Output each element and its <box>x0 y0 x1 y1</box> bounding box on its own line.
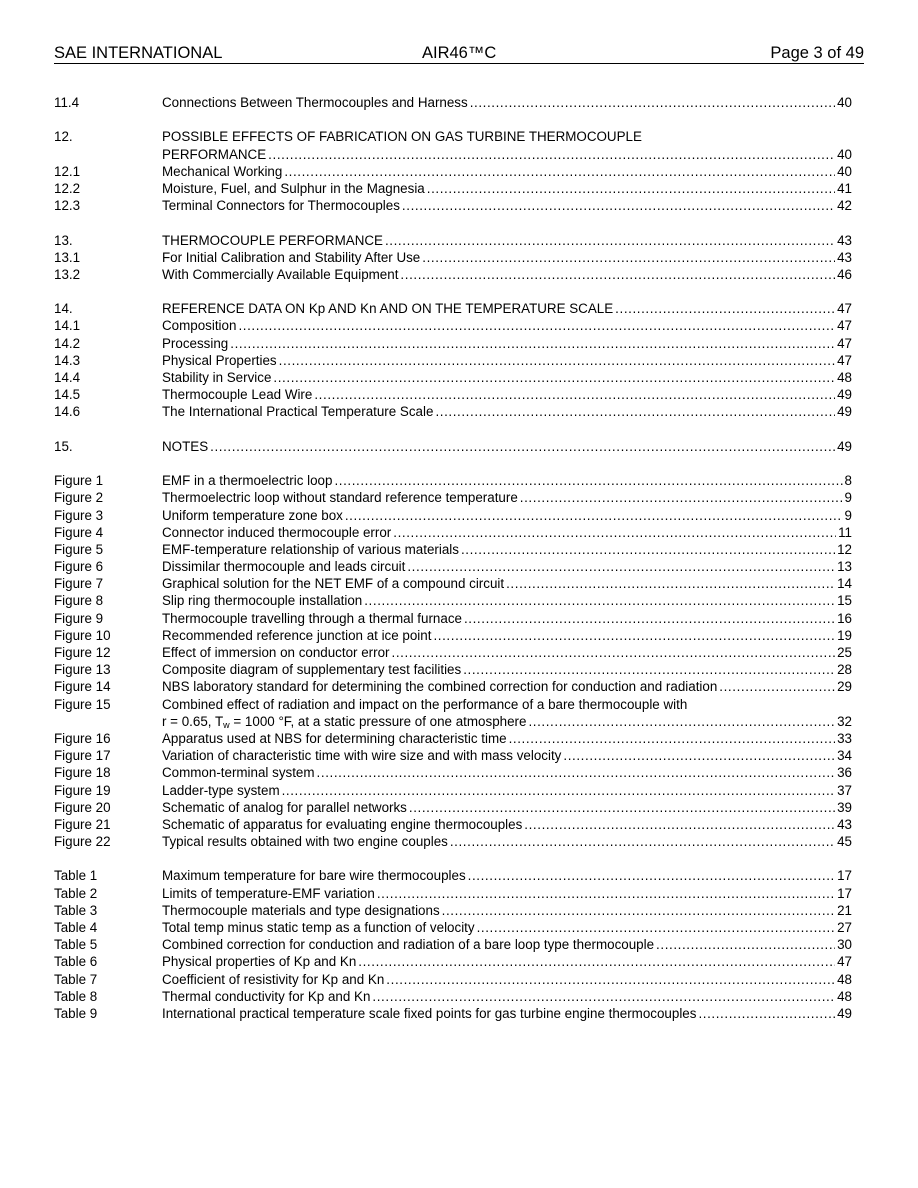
toc-page: 40 <box>837 95 852 110</box>
toc-entry-12-3 <box>54 197 852 214</box>
toc-title-part: = 1000 °F, at a static pressure of one atmosphere <box>229 713 527 729</box>
toc-page: 43 <box>837 816 852 832</box>
dot-leader <box>230 335 835 352</box>
dot-leader <box>400 266 835 283</box>
dot-leader <box>407 558 835 575</box>
dot-leader <box>364 592 835 609</box>
dot-leader <box>279 352 835 369</box>
toc-table-2 <box>54 885 852 902</box>
toc-page: 48 <box>837 370 852 385</box>
dot-leader <box>386 971 835 988</box>
dot-leader <box>442 902 835 919</box>
toc-figure-15-line1 <box>54 696 852 713</box>
toc-number: Table 6 <box>54 954 98 970</box>
toc-page: 11 <box>838 524 852 540</box>
toc-title: Variation of characteristic time with wire size and with mass velocity <box>162 748 562 764</box>
dot-leader <box>615 300 835 317</box>
dot-leader <box>468 867 835 884</box>
toc-number: Table 9 <box>54 1005 98 1021</box>
toc-figure-22 <box>54 833 852 850</box>
toc-number: 15. <box>54 438 73 454</box>
toc-number: Figure 4 <box>54 524 104 540</box>
toc-page: 25 <box>837 645 852 660</box>
toc-table-3 <box>54 902 852 919</box>
toc-title: Physical Properties <box>162 352 277 368</box>
toc-page: 49 <box>837 404 852 420</box>
toc-page: 13 <box>837 559 852 575</box>
toc-number: Figure 17 <box>54 748 111 764</box>
toc-page: 46 <box>837 266 852 282</box>
dot-leader <box>528 713 835 730</box>
toc-number: Figure 9 <box>54 610 104 626</box>
toc-table-1 <box>54 867 852 884</box>
toc-number: Table 1 <box>54 868 98 884</box>
toc-title: Thermal conductivity for Kp and Kn <box>162 988 371 1004</box>
dot-leader <box>427 180 835 197</box>
toc-number: 14.1 <box>54 318 81 334</box>
toc-page: 40 <box>837 163 852 179</box>
toc-figure-6 <box>54 558 852 575</box>
toc-number: 12.3 <box>54 198 81 214</box>
toc-number: 14. <box>54 301 73 317</box>
dot-leader <box>433 627 835 644</box>
toc-number: Figure 10 <box>54 627 111 643</box>
dot-leader <box>464 610 835 627</box>
toc-entry-13-2 <box>54 266 852 283</box>
toc-page: 45 <box>837 834 852 850</box>
toc-title: Dissimilar thermocouple and leads circuit <box>162 559 406 575</box>
dot-leader <box>435 403 835 420</box>
toc-entry-14-6 <box>54 403 852 420</box>
dot-leader <box>520 489 843 506</box>
toc-title: NBS laboratory standard for determining the combined correction for conduction and radiation <box>162 679 718 695</box>
toc-title: THERMOCOUPLE PERFORMANCE <box>162 232 383 248</box>
toc-title: Apparatus used at NBS for determining characteristic time <box>162 730 507 746</box>
toc-page: 42 <box>837 198 852 214</box>
toc-title: Ladder-type system <box>162 782 280 798</box>
toc-title: Processing <box>162 335 229 351</box>
toc-page: 49 <box>837 438 852 454</box>
toc-number: Figure 12 <box>54 645 111 660</box>
toc-title: Moisture, Fuel, and Sulphur in the Magnesia <box>162 180 425 196</box>
toc-page: 17 <box>837 868 852 884</box>
toc-number: 14.6 <box>54 404 81 420</box>
dot-leader <box>461 541 835 558</box>
dot-leader <box>385 232 835 249</box>
toc-figure-16 <box>54 730 852 747</box>
toc-number: Figure 15 <box>54 696 111 712</box>
toc-number: Figure 14 <box>54 679 111 695</box>
toc-title: Composite diagram of supplementary test facilities <box>162 662 462 678</box>
toc-page: 43 <box>837 232 852 248</box>
toc-title-subscript: w <box>223 719 230 730</box>
toc-number: 14.4 <box>54 370 81 385</box>
toc-entry-15 <box>54 438 852 455</box>
header-organization: SAE INTERNATIONAL <box>54 44 223 62</box>
toc-page: 29 <box>837 679 852 695</box>
toc-title: Schematic of analog for parallel networks <box>162 799 407 815</box>
toc-title: Mechanical Working <box>162 163 283 179</box>
toc-page: 49 <box>837 1005 852 1021</box>
toc-page: 12 <box>837 541 852 557</box>
toc-number: Figure 5 <box>54 541 104 557</box>
dot-leader <box>477 919 836 936</box>
toc-figure-21 <box>54 816 852 833</box>
toc-number: Figure 16 <box>54 730 111 746</box>
toc-number: Figure 22 <box>54 834 111 850</box>
toc-number: 13.1 <box>54 249 81 265</box>
toc-title: Coefficient of resistivity for Kp and Kn <box>162 971 385 987</box>
toc-page: 15 <box>837 593 852 609</box>
toc-table-8 <box>54 988 852 1005</box>
toc-figure-14 <box>54 678 852 695</box>
dot-leader <box>656 936 835 953</box>
toc-title: PERFORMANCE <box>162 146 267 162</box>
toc-page: 30 <box>837 937 852 953</box>
toc-title: EMF-temperature relationship of various materials <box>162 541 459 557</box>
toc-table-7 <box>54 971 852 988</box>
toc-page: 40 <box>837 146 852 162</box>
toc-number: 12.2 <box>54 180 81 196</box>
toc-figure-13 <box>54 661 852 678</box>
dot-leader <box>210 438 835 455</box>
toc-page: 34 <box>837 748 852 764</box>
toc-title: Uniform temperature zone box <box>162 507 343 523</box>
toc-page: 9 <box>844 490 852 506</box>
dot-leader <box>524 816 835 833</box>
toc-entry-14-2 <box>54 335 852 352</box>
toc-title: Connector induced thermocouple error <box>162 524 392 540</box>
toc-title: International practical temperature scale fixed points for gas turbine engine thermocouples <box>162 1005 697 1021</box>
dot-leader <box>334 472 842 489</box>
toc-entry-12 <box>54 146 852 163</box>
toc-title: NOTES <box>162 438 209 454</box>
toc-page: 9 <box>844 507 852 523</box>
toc-number: Figure 18 <box>54 765 111 781</box>
dot-leader <box>282 782 836 799</box>
toc-number: Table 5 <box>54 937 98 953</box>
toc-figure-1 <box>54 472 852 489</box>
dot-leader <box>284 163 835 180</box>
toc-title: Composition <box>162 318 237 334</box>
dot-leader <box>273 369 835 386</box>
toc-number: 12.1 <box>54 163 81 179</box>
toc-figure-8 <box>54 592 852 609</box>
toc-number: Figure 6 <box>54 559 104 575</box>
toc-figure-2 <box>54 489 852 506</box>
toc-page: 47 <box>837 318 852 334</box>
toc-title: Thermocouple travelling through a thermal furnace <box>162 610 462 626</box>
toc-figure-19 <box>54 782 852 799</box>
toc-number: Table 7 <box>54 971 98 987</box>
toc-entry-13-1 <box>54 249 852 266</box>
toc-title: Graphical solution for the NET EMF of a compound circuit <box>162 576 505 592</box>
toc-page: 32 <box>837 713 852 729</box>
toc-title: Slip ring thermocouple installation <box>162 593 363 609</box>
dot-leader <box>470 94 835 111</box>
toc-page: 47 <box>837 335 852 351</box>
header-page-number: Page 3 of 49 <box>770 44 864 62</box>
toc-number: 14.2 <box>54 335 81 351</box>
toc-page: 21 <box>837 902 852 918</box>
dot-leader <box>506 575 835 592</box>
toc-figure-15 <box>54 713 852 730</box>
dot-leader <box>393 524 836 541</box>
toc-entry-14-5 <box>54 386 852 403</box>
toc-page: 28 <box>837 662 852 678</box>
toc-page: 48 <box>837 971 852 987</box>
toc-title-line1: Combined effect of radiation and impact on the performance of a bare thermocouple with <box>162 696 688 712</box>
toc-page: 14 <box>837 576 852 592</box>
toc-figure-4 <box>54 524 852 541</box>
toc-number: Table 2 <box>54 885 98 901</box>
dot-leader <box>719 678 835 695</box>
toc-number: 13. <box>54 232 73 248</box>
toc-table-5 <box>54 936 852 953</box>
toc-entry-14-3 <box>54 352 852 369</box>
toc-title: EMF in a thermoelectric loop <box>162 473 333 489</box>
dot-leader <box>268 146 835 163</box>
toc-number: Figure 13 <box>54 662 111 678</box>
toc-entry-14-4 <box>54 369 852 386</box>
toc-number: 14.3 <box>54 352 81 368</box>
toc-number: 11.4 <box>54 95 80 110</box>
toc-page: 39 <box>837 799 852 815</box>
dot-leader <box>377 885 835 902</box>
toc-page: 47 <box>837 352 852 368</box>
dot-leader <box>463 661 835 678</box>
toc-page: 37 <box>837 782 852 798</box>
toc-number: Figure 2 <box>54 490 104 506</box>
toc-title: Combined correction for conduction and radiation of a bare loop type thermocouple <box>162 937 655 953</box>
toc-number: Figure 8 <box>54 593 104 609</box>
dot-leader <box>402 197 835 214</box>
toc-figure-12 <box>54 644 852 661</box>
toc-title: Thermocouple Lead Wire <box>162 387 313 403</box>
dot-leader <box>358 953 835 970</box>
toc-number: 13.2 <box>54 266 81 282</box>
toc-figure-17 <box>54 747 852 764</box>
dot-leader <box>392 644 836 661</box>
table-of-contents <box>54 94 852 1022</box>
toc-figure-3 <box>54 507 852 524</box>
toc-entry-12-2 <box>54 180 852 197</box>
toc-figure-5 <box>54 541 852 558</box>
dot-leader <box>450 833 835 850</box>
toc-number: Figure 7 <box>54 576 104 592</box>
toc-page: 41 <box>837 180 852 196</box>
dot-leader <box>409 799 835 816</box>
toc-figure-9 <box>54 610 852 627</box>
toc-title: With Commercially Available Equipment <box>162 266 399 282</box>
toc-title: Connections Between Thermocouples and Harness <box>162 95 468 110</box>
toc-number: Figure 20 <box>54 799 111 815</box>
toc-page: 33 <box>837 730 852 746</box>
toc-entry-11-4 <box>54 94 852 111</box>
dot-leader <box>238 317 835 334</box>
toc-title: REFERENCE DATA ON Kp AND Kn AND ON THE TEMPERATURE SCALE <box>162 301 614 317</box>
toc-page: 17 <box>837 885 852 901</box>
toc-title: Thermocouple materials and type designations <box>162 902 440 918</box>
dot-leader <box>422 249 835 266</box>
toc-title: Recommended reference junction at ice point <box>162 627 432 643</box>
header-document-id: AIR46™C <box>422 44 497 62</box>
toc-title: Total temp minus static temp as a function of velocity <box>162 920 475 935</box>
toc-page: 19 <box>837 627 852 643</box>
toc-number: Figure 3 <box>54 507 104 523</box>
toc-title: Stability in Service <box>162 370 272 385</box>
toc-title: Thermoelectric loop without standard reference temperature <box>162 490 518 506</box>
toc-entry-12-1 <box>54 163 852 180</box>
toc-title-line1: POSSIBLE EFFECTS OF FABRICATION ON GAS TURBINE THERMOCOUPLE <box>162 129 642 145</box>
toc-entry-12-line1 <box>54 128 852 145</box>
toc-title: Maximum temperature for bare wire thermocouples <box>162 868 466 884</box>
toc-title-part: r = 0.65, T <box>162 713 224 729</box>
toc-page: 48 <box>837 988 852 1004</box>
dot-leader <box>509 730 836 747</box>
dot-leader <box>563 747 835 764</box>
toc-title: Typical results obtained with two engine couples <box>162 834 448 850</box>
toc-title: Common-terminal system <box>162 765 315 781</box>
toc-table-6 <box>54 953 852 970</box>
toc-figure-7 <box>54 575 852 592</box>
toc-number: Table 4 <box>54 920 98 935</box>
dot-leader <box>698 1005 835 1022</box>
toc-title: Schematic of apparatus for evaluating engine thermocouples <box>162 816 523 832</box>
toc-figure-18 <box>54 764 852 781</box>
toc-page: 16 <box>837 610 852 626</box>
toc-title: The International Practical Temperature Scale <box>162 404 434 420</box>
toc-entry-14 <box>54 300 852 317</box>
toc-number: 14.5 <box>54 387 81 403</box>
dot-leader <box>345 507 843 524</box>
toc-number: Figure 1 <box>54 473 104 489</box>
dot-leader <box>314 386 835 403</box>
toc-page: 47 <box>837 301 852 317</box>
toc-page: 49 <box>837 387 852 403</box>
toc-title: Limits of temperature-EMF variation <box>162 885 375 901</box>
toc-number: Figure 19 <box>54 782 111 798</box>
toc-title: Effect of immersion on conductor error <box>162 645 390 660</box>
toc-figure-20 <box>54 799 852 816</box>
toc-title: Physical properties of Kp and Kn <box>162 954 357 970</box>
page-header <box>54 43 864 64</box>
toc-number: Table 3 <box>54 902 98 918</box>
toc-page: 8 <box>844 473 852 489</box>
toc-page: 43 <box>837 249 852 265</box>
toc-title: For Initial Calibration and Stability After Use <box>162 249 421 265</box>
toc-page: 47 <box>837 954 852 970</box>
toc-table-9 <box>54 1005 852 1022</box>
toc-figure-10 <box>54 627 852 644</box>
toc-page: 36 <box>837 765 852 781</box>
toc-page: 27 <box>837 920 852 935</box>
toc-entry-14-1 <box>54 317 852 334</box>
dot-leader <box>372 988 835 1005</box>
toc-number: Table 8 <box>54 988 98 1004</box>
toc-number: 12. <box>54 129 73 145</box>
toc-entry-13 <box>54 232 852 249</box>
toc-table-4 <box>54 919 852 936</box>
toc-title: Terminal Connectors for Thermocouples <box>162 198 400 214</box>
toc-number: Figure 21 <box>54 816 111 832</box>
dot-leader <box>317 764 836 781</box>
